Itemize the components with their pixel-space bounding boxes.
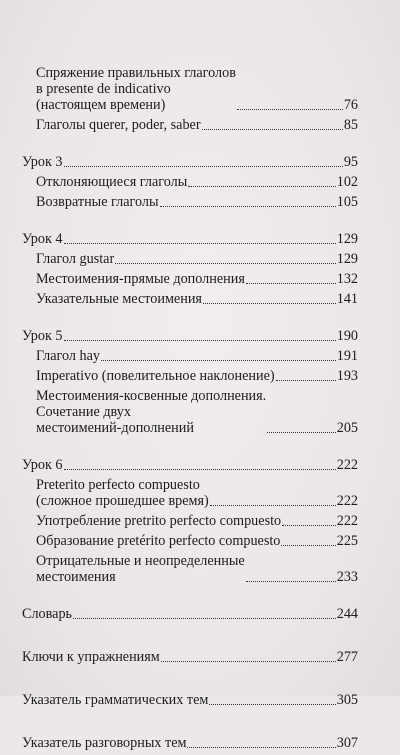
table-of-contents [22,65,358,755]
toc-page-number: 129 [336,231,358,247]
toc-entry-title [36,513,281,529]
toc-entry [22,606,358,622]
leader-dots [160,206,336,207]
toc-entry-title-line: Спряжение правильных глаголов [36,65,236,81]
toc-entry-title [22,735,186,751]
toc-entry-title-line: Указатель разговорных тем [22,735,187,751]
toc-page-number: 277 [336,649,358,665]
toc-entry [22,735,358,751]
toc-page-number: 132 [336,271,358,287]
toc-entry-title [36,533,280,549]
toc-page-number: 102 [336,174,358,190]
toc-spacer [22,669,358,692]
toc-entry-title [36,174,187,190]
toc-entry-title [36,291,202,307]
leader-dots [115,263,336,264]
toc-entry-title [22,328,63,344]
toc-page-number: 305 [336,692,358,708]
toc-subentry [22,291,358,307]
toc-entry-title [36,477,209,509]
toc-entry [22,692,358,708]
leader-dots [101,360,336,361]
leader-dots [64,166,343,167]
toc-entry-title [22,692,208,708]
toc-page-number: 225 [336,533,358,549]
toc-page-number: 307 [336,735,358,751]
leader-dots [187,747,335,748]
toc-page-number: 205 [336,420,358,436]
toc-spacer [22,712,358,735]
leader-dots [188,186,335,187]
toc-entry-title-line: Отклоняющиеся глаголы [36,174,188,190]
toc-entry-title-line: Возвратные глаголы [36,194,159,210]
toc-subentry [22,117,358,133]
toc-page-number: 141 [336,291,358,307]
leader-dots [73,618,336,619]
toc-entry-title [36,65,236,113]
toc-entry [22,328,358,344]
toc-subentry [22,388,358,436]
toc-entry-title-line: Урок 5 [22,328,63,344]
toc-spacer [22,626,358,649]
toc-entry-title-line: Образование pretérito perfecto compuesto [36,533,281,549]
toc-entry [22,649,358,665]
toc-entry-title-line: Глаголы querer, poder, saber [36,117,201,133]
toc-entry-title [36,388,266,436]
toc-subentry [22,65,358,113]
leader-dots [246,283,336,284]
toc-entry-title [22,154,63,170]
toc-page-number: 190 [336,328,358,344]
leader-dots [276,380,336,381]
toc-entry-title-line: в presente de indicativo [36,81,171,97]
toc-entry-title [36,368,275,384]
toc-page-number: 129 [336,251,358,267]
toc-page-number: 222 [336,457,358,473]
toc-subentry [22,194,358,210]
toc-entry-title [22,457,63,473]
leader-dots [64,469,336,470]
toc-subentry [22,368,358,384]
toc-entry-title-line: Указательные местоимения [36,291,202,307]
toc-subentry [22,513,358,529]
toc-entry-title-line: Глагол gustar [36,251,115,267]
toc-entry-title [22,649,160,665]
toc-page-number: 105 [336,194,358,210]
toc-entry-title-line: Preterito perfecto compuesto [36,477,200,493]
toc-page-number: 193 [336,368,358,384]
toc-subentry [22,271,358,287]
toc-entry-title-line: Урок 4 [22,231,63,247]
toc-entry-title [36,194,159,210]
toc-page-number: 244 [336,606,358,622]
toc-page-number: 222 [336,493,358,509]
toc-spacer [22,214,358,231]
toc-subentry [22,553,358,585]
toc-entry-title-line: Употребление pretrito perfecto compuesto [36,513,282,529]
toc-entry-title-line: Урок 3 [22,154,63,170]
leader-dots [267,432,336,433]
leader-dots [246,581,336,582]
leader-dots [282,525,336,526]
leader-dots [161,661,336,662]
toc-row-spacer [22,751,358,755]
toc-entry-title [22,606,72,622]
toc-page-number: 85 [343,117,358,133]
toc-entry-title [36,251,114,267]
toc-entry-title-line: Ключи к упражнениям [22,649,160,665]
leader-dots [64,243,336,244]
toc-page-number: 191 [336,348,358,364]
toc-entry-title-line: местоимения [36,569,116,585]
toc-entry-title-line: Отрицательные и неопределенные [36,553,245,569]
toc-spacer [22,311,358,328]
toc-spacer [22,440,358,457]
toc-subentry [22,348,358,364]
toc-entry-title-line: Сочетание двух [36,404,131,420]
leader-dots [281,545,335,546]
toc-entry-title-line: Глагол hay [36,348,100,364]
toc-entry-title [36,348,100,364]
toc-entry [22,231,358,247]
toc-entry-title-line: Словарь [22,606,73,622]
toc-page-number: 222 [336,513,358,529]
toc-page-number: 233 [336,569,358,585]
leader-dots [210,505,336,506]
toc-entry-title [22,231,63,247]
toc-entry-title-line: Местоимения-косвенные дополнения. [36,388,267,404]
toc-entry-title-line: (сложное прошедшее время) [36,493,209,509]
toc-entry-title-line: Imperativo (повелительное наклонение) [36,368,275,384]
toc-entry-title [36,553,245,585]
toc-entry [22,154,358,170]
leader-dots [209,704,335,705]
toc-entry-title [36,117,201,133]
leader-dots [237,109,343,110]
toc-subentry [22,174,358,190]
toc-spacer [22,137,358,154]
toc-entry-title [36,271,245,287]
toc-entry [22,457,358,473]
toc-entry-title-line: Указатель грамматических тем [22,692,209,708]
toc-entry-title-line: (настоящем времени) [36,97,166,113]
toc-subentry [22,477,358,509]
toc-entry-title-line: местоимений-дополнений [36,420,194,436]
toc-page-number: 95 [343,154,358,170]
toc-subentry [22,251,358,267]
toc-entry-title-line: Урок 6 [22,457,63,473]
toc-entry-title-line: Местоимения-прямые дополнения [36,271,245,287]
toc-spacer [22,589,358,606]
leader-dots [203,303,336,304]
leader-dots [202,129,343,130]
leader-dots [64,340,336,341]
toc-subentry [22,533,358,549]
toc-page-number: 76 [343,97,358,113]
